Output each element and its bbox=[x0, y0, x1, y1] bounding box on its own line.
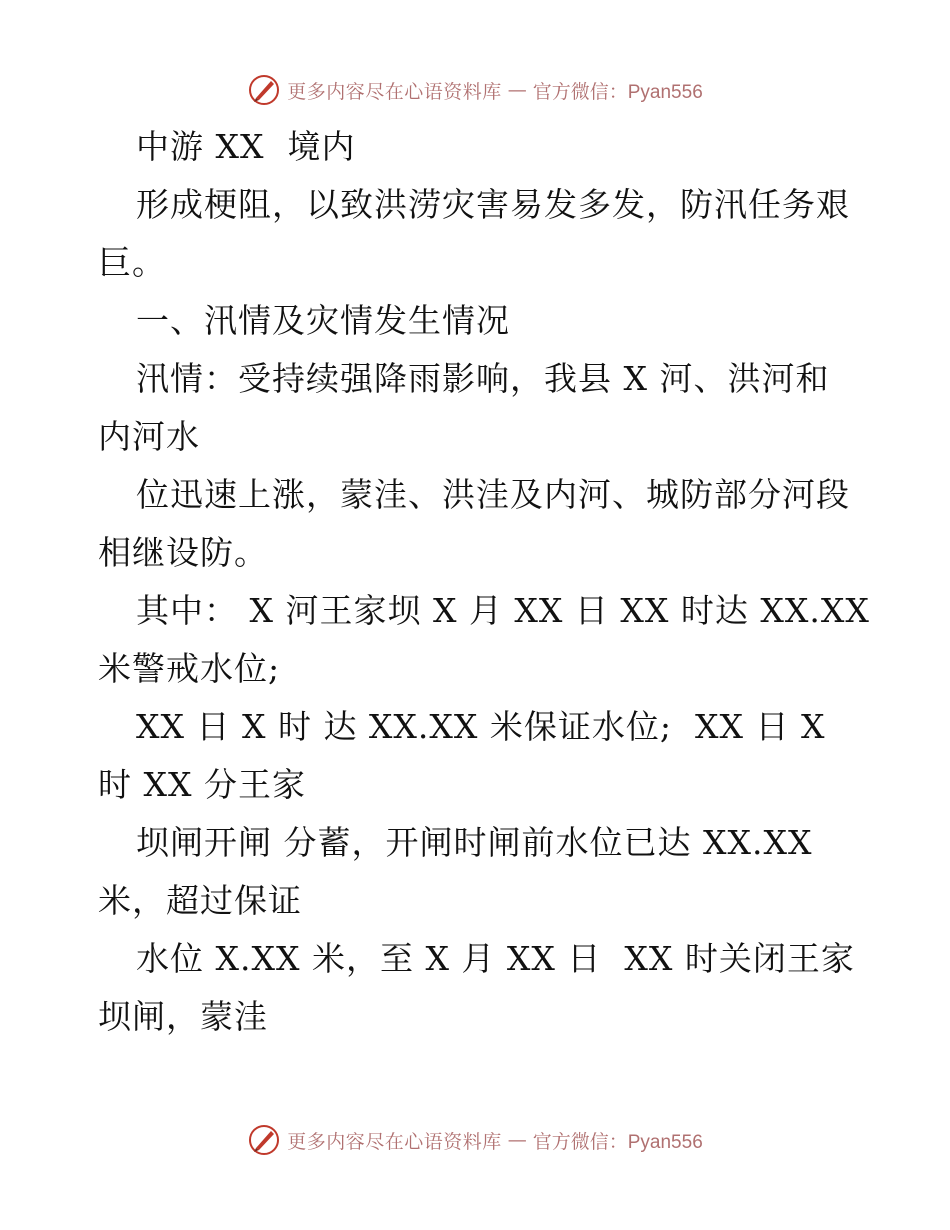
footer-watermark bbox=[0, 1120, 950, 1160]
body-line: 其中： X 河王家坝 X 月 XX 日 XX 时达 XX.XX bbox=[136, 591, 870, 630]
body-line: 巨。 bbox=[98, 243, 166, 282]
body-line: XX 日 X 时 达 XX.XX 米保证水位; XX 日 X bbox=[136, 707, 826, 746]
quill-pen-logo-icon bbox=[247, 1123, 281, 1157]
quill-pen-logo-icon bbox=[247, 73, 281, 107]
header-watermark-text: 更多内容尽在心语资料库 bbox=[287, 80, 502, 103]
body-line: 坝闸，蒙洼 bbox=[98, 997, 268, 1036]
body-line: 坝闸开闸 分蓄，开闸时闸前水位已达 XX.XX bbox=[136, 823, 813, 862]
body-line: 米，超过保证 bbox=[98, 881, 302, 920]
header-watermark bbox=[0, 70, 950, 110]
body-line: 米警戒水位; bbox=[98, 649, 281, 688]
body-line: 位迅速上涨，蒙洼、洪洼及内河、城防部分河段 bbox=[136, 475, 850, 514]
body-line: 内河水 bbox=[98, 417, 200, 456]
header-watermark-contact: 官方微信：Pyan556 bbox=[532, 81, 703, 103]
body-line: 汛情：受持续强降雨影响，我县 X 河、洪河和 bbox=[136, 359, 830, 398]
header-watermark-separator: — bbox=[507, 79, 527, 101]
section-heading: 一、汛情及灾情发生情况 bbox=[136, 301, 510, 340]
document-body bbox=[98, 118, 870, 1046]
footer-watermark-contact: 官方微信：Pyan556 bbox=[532, 1131, 703, 1153]
body-line: 时 XX 分王家 bbox=[98, 765, 306, 804]
footer-watermark-text: 更多内容尽在心语资料库 bbox=[287, 1130, 502, 1153]
footer-watermark-separator: — bbox=[507, 1129, 527, 1151]
body-line: 相继设防。 bbox=[98, 533, 268, 572]
body-line: 形成梗阻，以致洪涝灾害易发多发，防汛任务艰 bbox=[136, 185, 850, 224]
body-line: 水位 X.XX 米，至 X 月 XX 日 XX 时关闭王家 bbox=[136, 939, 855, 978]
body-line: 中游 XX 境内 bbox=[136, 127, 356, 166]
